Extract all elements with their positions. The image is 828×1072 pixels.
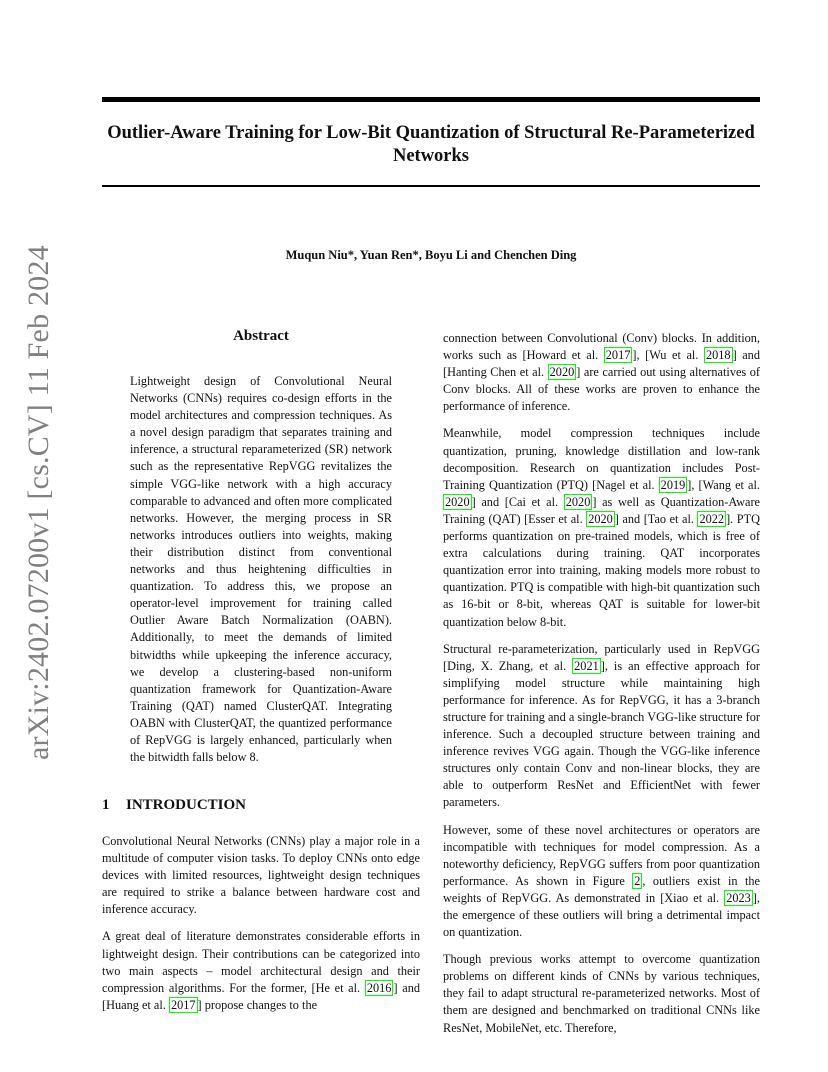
citation-link[interactable]: 2017 <box>605 348 631 363</box>
paragraph: Though previous works attempt to overcome quantization problems on different kinds of CNNs by various techniques, they fail to adapt structural re-parameterized networks. Most of them are designed and benchmarked on traditional CNNs like ResNet, MobileNet, etc. Therefore, <box>443 952 760 1035</box>
citation-link[interactable]: 2018 <box>705 348 731 363</box>
paragraph: Convolutional Neural Networks (CNNs) play a major role in a multitude of computer vision tasks. To deploy CNNs onto edge devices with limited resources, lightweight design techniques are required to strike a balance between hardware cost and inference accuracy. <box>102 834 420 917</box>
arxiv-identifier: arXiv:2402.07200v1 [cs.CV] 11 Feb 2024 <box>22 245 55 760</box>
citation-link[interactable]: 2020 <box>565 494 591 509</box>
citation-link[interactable]: 2021 <box>574 658 599 673</box>
citation-link[interactable]: 2017 <box>170 997 196 1012</box>
citation-link[interactable]: 2023 <box>726 890 751 905</box>
citation-link[interactable]: 2022 <box>699 511 725 526</box>
section-title: INTRODUCTION <box>126 797 247 813</box>
citation-link[interactable]: 2016 <box>366 980 392 995</box>
right-column <box>443 330 760 1047</box>
citation-link[interactable]: 2020 <box>549 365 575 380</box>
figure-reference-link[interactable]: 2 <box>634 873 641 888</box>
citation-link[interactable]: 2020 <box>588 511 613 526</box>
section-heading-introduction <box>102 797 246 814</box>
title-rule <box>102 185 760 187</box>
abstract-heading: Abstract <box>233 328 289 344</box>
paragraph: However, some of these novel architectures or operators are incompatible with techniques for model compression. As a noteworthy deficiency, RepVGG suffers from poor quantization performance. As shown in Figure 2 , outliers exist in the weights of RepVGG. As demonstrated in [Xiao et al. 2023 ], the emergence of these outliers will bring a detrimental impact on quantization. <box>443 822 760 940</box>
top-rule <box>102 97 760 102</box>
paragraph: connection between Convolutional (Conv) blocks. In addition, works such as [Howard et al. 2017 ], [Wu et al. 2018 ] and [Hanting Chen et al. 2020 ] are carried out using alternatives of Conv blocks. All of these works are proven to enhance the performance of inference. <box>443 331 760 414</box>
citation-link[interactable]: 2020 <box>445 494 470 509</box>
paragraph: Structural re-parameterization, particularly used in RepVGG [Ding, X. Zhang, et al. 2021 ], is an effective approach for simplifying model structure while maintaining high performance for inference. As for RepVGG, it has a 3-branch structure for training and a single-branch VGG-like structure for inference. Such a decoupled structure between training and inference revives VGG again. Though the VGG-like inference structures only contain Conv and non-linear blocks, they are able to outperform ResNet and EfficientNet with fewer parameters. <box>443 641 760 810</box>
abstract-text: Lightweight design of Convolutional Neural Networks (CNNs) requires co-design efforts in the model architectures and compression techniques. As a novel design paradigm that separates training and inference, a structural reparameterized (SR) network such as the representative RepVGG revitalizes the simple VGG-like network with a high accuracy comparable to advanced and often more complicated networks. However, the merging process in SR networks introduces outliers into weights, making their distribution distinct from conventional networks and thus heightening difficulties in quantization. To address this, we propose an operator-level improvement for training called Outlier Aware Batch Normalization (OABN). Additionally, to meet the demands of limited bitwidths while upkeeping the inference accuracy, we develop a clustering-based non-uniform quantization framework for Quantization-Aware Training (QAT) named ClusterQAT. Integrating OABN with ClusterQAT, the quantized performance of RepVGG is largely enhanced, particularly when the bitwidth falls below 8. <box>130 374 392 765</box>
author-list: Muqun Niu*, Yuan Ren*, Boyu Li and Chenchen Ding <box>285 248 577 262</box>
citation-link[interactable]: 2019 <box>660 477 686 492</box>
paper-title: Outlier-Aware Training for Low-Bit Quantization of Structural Re-Parameterized Networks <box>107 123 755 166</box>
left-column <box>102 833 420 1024</box>
paragraph: Meanwhile, model compression techniques include quantization, pruning, knowledge distillation and low-rank decomposition. Research on quantization includes Post-Training Quantization (PTQ) [Nagel et al. 2019 ], [Wang et al. 2020 ] and [Cai et al. 2020 ] as well as Quantization-Aware Training (QAT) [Esser et al. 2020 ] and [Tao et al. 2022 ]. PTQ performs quantization on pre-trained models, which is free of extra calculations during training. QAT incorporates quantization error into training, making models more robust to quantization. PTQ is compatible with high-bit quantization such as 16-bit or 8-bit, whereas QAT is suitable for lower-bit quantization below 8-bit. <box>443 426 760 629</box>
paragraph: A great deal of literature demonstrates considerable efforts in lightweight design. Their contributions can be categorized into two main aspects – model architectural design and their compression algorithms. For the former, [He et al. 2016 ] and [Huang et al. 2017 ] propose changes to the <box>102 929 420 1012</box>
section-number: 1 <box>102 797 110 813</box>
